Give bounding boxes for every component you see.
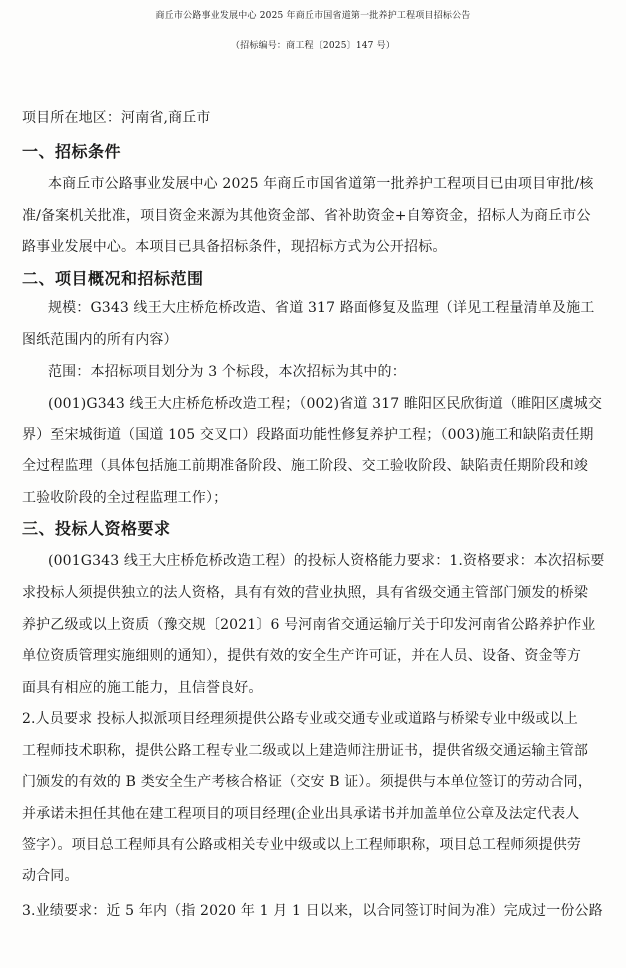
- section-heading-tender-conditions: 一、招标条件: [22, 142, 122, 161]
- paragraph-line: 动合同。: [22, 868, 79, 884]
- paragraph-line: 工验收阶段的全过程监理工作）；: [22, 490, 228, 506]
- paragraph-line: 求投标人须提供独立的法人资格，具有有效的营业执照，具有省级交通主管部门颁发的桥梁: [22, 585, 588, 601]
- paragraph-line: 门颁发的有效的 B 类安全生产考核合格证（交安 B 证）。须提供与本单位签订的劳动合同，: [22, 774, 592, 790]
- paragraph-line: 规模：G343 线王大庄桥危桥改造、省道 317 路面修复及监理（详见工程量清单及施工: [48, 300, 595, 316]
- project-region: 项目所在地区：河南省,商丘市: [22, 110, 211, 126]
- paragraph-line: 本商丘市公路事业发展中心 2025 年商丘市国省道第一批养护工程项目已由项目审批/核: [48, 176, 594, 192]
- paragraph-line: 路事业发展中心。本项目已具备招标条件，现招标方式为公开招标。: [22, 239, 447, 255]
- document-title: 商丘市公路事业发展中心 2025 年商丘市国省道第一批养护工程项目招标公告: [155, 11, 471, 21]
- tender-number: （招标编号：商工程〔2025〕147 号）: [230, 41, 396, 51]
- paragraph-line: 并承诺未担任其他在建工程项目的项目经理(企业出具承诺书并加盖单位公章及法定代表人: [22, 806, 580, 822]
- paragraph-line: 界）至宋城街道（国道 105 交叉口）段路面功能性修复养护工程；（003)施工和缺陷责任期: [22, 427, 594, 443]
- paragraph-line: (001G343 线王大庄桥危桥改造工程）的投标人资格能力要求：1.资格要求：本次招标要: [48, 553, 605, 569]
- paragraph-line: 单位资质管理实施细则的通知），提供有效的安全生产许可证，并在人员、设备、资金等方: [22, 648, 581, 664]
- section-heading-bidder-qualifications: 三、投标人资格要求: [22, 519, 171, 538]
- paragraph-line: 工程师技术职称，提供公路工程专业二级或以上建造师注册证书，提供省级交通运输主管部: [22, 743, 588, 759]
- paragraph-line: 范围：本招标项目划分为 3 个标段，本次招标为其中的：: [48, 364, 406, 380]
- paragraph-line: 全过程监理（具体包括施工前期准备阶段、施工阶段、交工验收阶段、缺陷责任期阶段和竣: [22, 458, 588, 474]
- paragraph-line: 签字）。项目总工程师具有公路或相关专业中级或以上工程师职称，项目总工程师须提供劳: [22, 837, 581, 853]
- paragraph-line: 图纸范围内的所有内容）: [22, 332, 178, 348]
- paragraph-line: 3.业绩要求：近 5 年内（指 2020 年 1 月 1 日以来，以合同签订时间为准）完成过一份公路: [22, 903, 603, 919]
- section-heading-project-scope: 二、项目概况和招标范围: [22, 269, 204, 288]
- paragraph-line: 面具有相应的施工能力，且信誉良好。: [22, 680, 263, 696]
- paragraph-line: 准/备案机关批准，项目资金来源为其他资金部、省补助资金+自筹资金，招标人为商丘市公: [22, 208, 591, 224]
- paragraph-line: (001)G343 线王大庄桥危桥改造工程；（002)省道 317 睢阳区民欣街道（睢阳区虞城交: [48, 396, 603, 412]
- paragraph-line: 养护乙级或以上资质（豫交规〔2021〕6 号河南省交通运输厅关于印发河南省公路养护作业: [22, 617, 596, 633]
- paragraph-line: 2.人员要求 投标人拟派项目经理须提供公路专业或交通专业或道路与桥梁专业中级或以上: [22, 711, 578, 727]
